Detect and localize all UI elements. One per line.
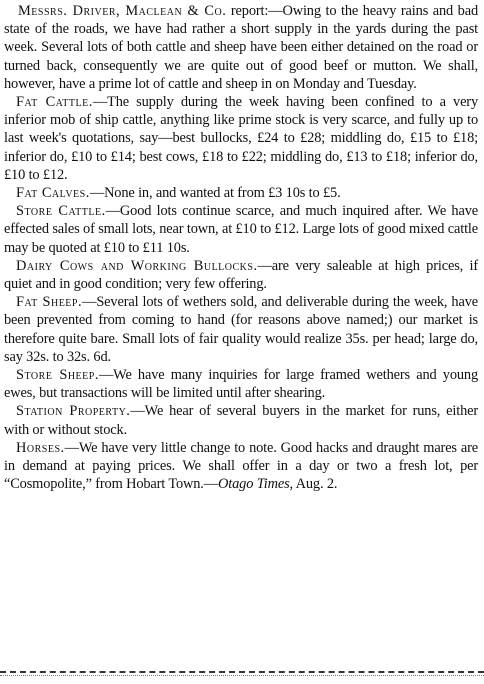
intro-paragraph (4, 2, 478, 93)
column-rule-dots (0, 675, 484, 676)
store-cattle-heading: Store Cattle. (16, 203, 106, 220)
horses-heading: Horses. (16, 439, 65, 456)
column-rule (0, 671, 484, 673)
store-sheep-paragraph (4, 366, 478, 402)
intro-text: report:—Owing to the heavy rains and bad state of the roads, we have had rather a short supply in the yards during the past week. Several lots of both cattle and sheep have been either detained on the road or turned back, consequently we are quite out of good beef or mutton. We shall, however, have a prime lot of cattle and sheep in on Monday and Tuesday. (4, 3, 478, 92)
dairy-cows-text: —are very saleable at high prices, if quiet and in good condition; very few offering. (4, 257, 478, 293)
horses-text: —We have very little change to note. Good hacks and draught mares are in demand at paying prices. We shall offer in a day or two a fresh lot, per “Cosmopolite,” from Hobart Town.— (4, 439, 478, 493)
fat-calves-paragraph (4, 184, 478, 202)
station-property-text: —We hear of several buyers in the market for runs, either with or without stock. (4, 403, 478, 438)
store-sheep-heading: Store Sheep. (16, 367, 99, 384)
store-sheep-text: —We have many inquiries for large framed wethers and young ewes, but transactions will be limited until after shearing. (4, 367, 478, 402)
fat-calves-heading: Fat Calves. (16, 185, 90, 202)
horses-paragraph (4, 439, 478, 494)
fat-cattle-text: —The supply during the week having been confined to a very inferior mob of ship cattle, anything like prime stock is very scarce, and fully up to last week's quotations, say—best bullocks, £24 to £28; middling do, £15 to £18; inferior do, £10 to £14; best cows, £18 to £22; middling do, £13 to £18; inferior do, £10 to £12. (4, 94, 478, 183)
fat-sheep-text: —Several lots of wethers sold, and deliverable during the week, have been prevented from coming to hand (for reasons above named;) our market is therefore quite bare. Small lots of fair quality would realize 35s. per head; large do, say 32s. to 32s. 6d. (4, 294, 478, 365)
source-date: Aug. 2. (292, 476, 338, 493)
store-cattle-text: —Good lots continue scarce, and much inquired after. We have effected sales of small lots, near town, at £10 to £12. Large lots of good mixed cattle may be quoted at £10 to £11 10s. (4, 203, 478, 256)
firm-name: Messrs. Driver, Maclean & Co. (18, 3, 227, 19)
dairy-cows-paragraph (4, 257, 478, 293)
station-property-heading: Station Property. (16, 403, 131, 420)
store-cattle-paragraph (4, 202, 478, 257)
fat-cattle-heading: Fat Cattle. (16, 94, 93, 111)
dairy-cows-heading: Dairy Cows and Working Bullocks. (16, 257, 258, 274)
fat-calves-text: —None in, and wanted at from £3 10s to £5. (89, 185, 341, 202)
fat-cattle-paragraph (4, 93, 478, 184)
station-property-paragraph (4, 402, 478, 438)
source-publication: Otago Times, (218, 476, 293, 493)
fat-sheep-paragraph (4, 293, 478, 366)
fat-sheep-heading: Fat Sheep. (16, 294, 83, 311)
